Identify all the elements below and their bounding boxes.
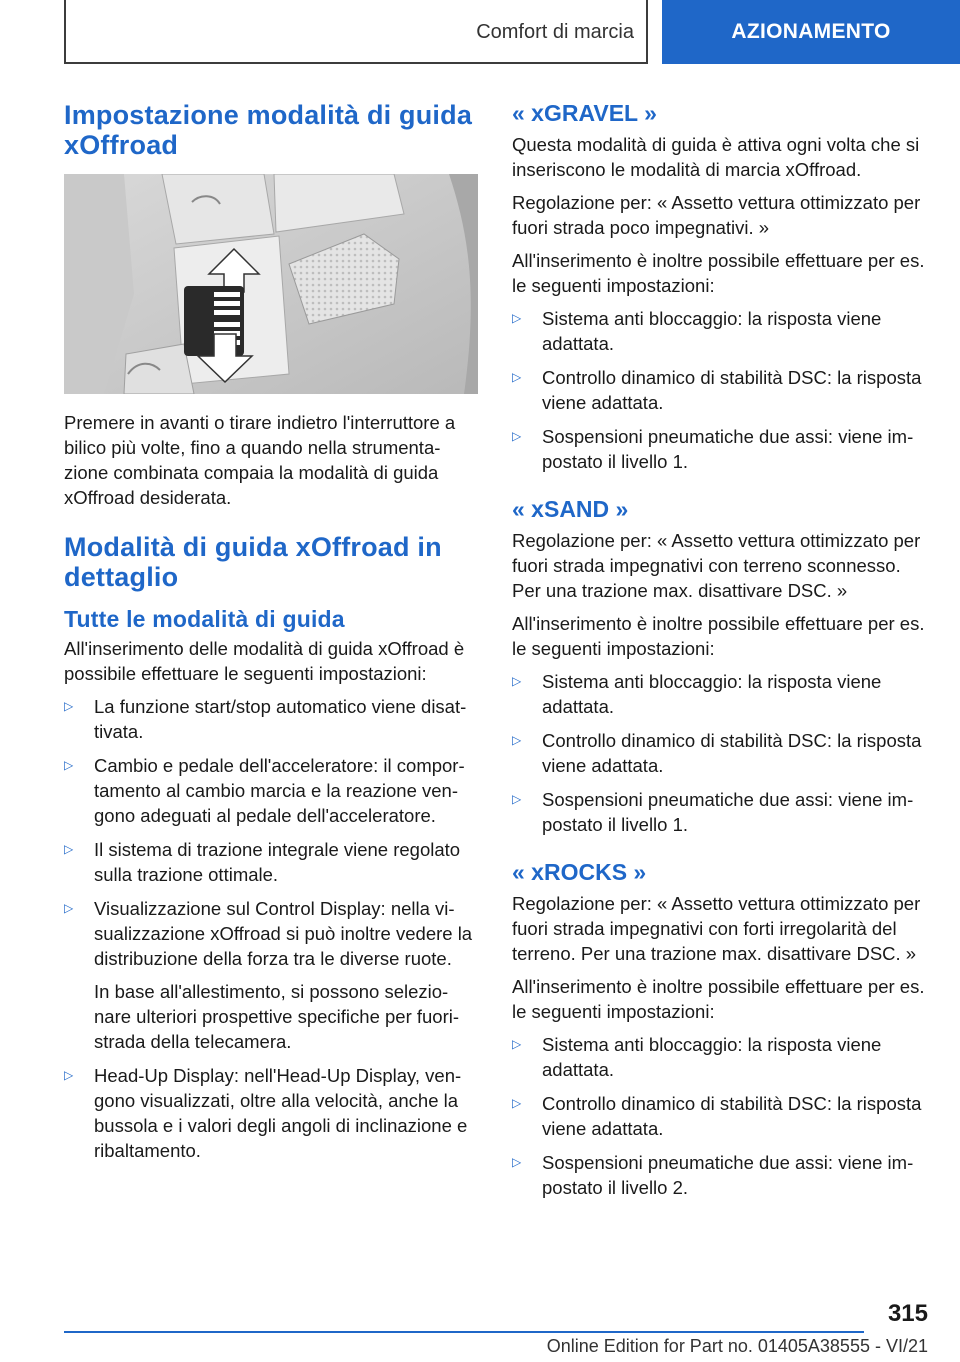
header-chapter-tab[interactable]: AZIONAMENTO	[662, 0, 960, 64]
triangle-bullet-icon: ▷	[64, 842, 74, 856]
gravel-title: « xGRAVEL »	[512, 100, 657, 126]
list-item: ▷ Sistema anti bloccaggio: la risposta viene adattata.	[512, 1034, 882, 1080]
triangle-bullet-icon: ▷	[512, 429, 522, 443]
list-item: ▷ Il sistema di trazione integrale viene regolato sulla trazione ottimale.	[64, 839, 461, 885]
triangle-bullet-icon: ▷	[512, 1096, 522, 1110]
list-item: ▷ Controllo dinamico di stabilità DSC: la risposta viene adattata.	[512, 1093, 922, 1139]
page-number: 315	[887, 1300, 928, 1327]
triangle-bullet-icon: ▷	[512, 792, 522, 806]
rocks-paragraph: All'inserimento è inoltre possibile effettuare per es. le seguenti impostazioni:	[512, 976, 925, 1022]
sand-paragraph: Regolazione per: « Assetto vettura ottimizzato per fuori strada impegnativi con terreno sconnesso. Per una trazione max. disattivare DSC. »	[512, 530, 921, 601]
rocks-list	[512, 1032, 928, 1200]
left-column	[64, 100, 478, 1172]
gravel-list	[512, 306, 928, 474]
intro-paragraph: Premere in avanti o tirare indietro l'interruttore a bilico più volte, fino a quando nella strumentazione combinata compaia la modalità di guida xOffroad desiderata.	[64, 412, 456, 508]
list-item: ▷ Sospensioni pneumatiche due assi: viene impostato il livello 1.	[512, 789, 914, 835]
list-item: ▷ Visualizzazione sul Control Display: nella visualizzazione xOffroad si può inoltre vedere la distribuzione della forza tra le diverse ruote. In base all'allestimento, si possono selezionare ulteriori prospettive specifiche per fuoristrada della telecamera.	[64, 896, 478, 1054]
page-title: Impostazione modalità di guida xOffroad	[64, 100, 473, 160]
triangle-bullet-icon: ▷	[512, 370, 522, 384]
sand-title: « xSAND »	[512, 496, 629, 522]
list-item: ▷ Sistema anti bloccaggio: la risposta viene adattata.	[512, 671, 882, 717]
list-item: ▷ Controllo dinamico di stabilità DSC: la risposta viene adattata.	[512, 367, 922, 413]
list-item: ▷ Sospensioni pneumatiche due assi: viene impostato il livello 2.	[512, 1152, 914, 1198]
rocks-title: « xROCKS »	[512, 859, 647, 885]
subsection-title: Tutte le modalità di guida	[64, 606, 345, 632]
edition-footer: Online Edition for Part no. 01405A38555 - VI/21	[546, 1336, 928, 1356]
list-item: ▷ Cambio e pedale dell'acceleratore: il comportamento al cambio marcia e la reazione vengono adeguati al pedale dell'acceleratore.	[64, 755, 465, 826]
list-item: ▷ Sospensioni pneumatiche due assi: viene impostato il livello 1.	[512, 426, 914, 472]
triangle-bullet-icon: ▷	[64, 1068, 74, 1082]
triangle-bullet-icon: ▷	[512, 674, 522, 688]
list-item: ▷ Sistema anti bloccaggio: la risposta viene adattata.	[512, 308, 882, 354]
triangle-bullet-icon: ▷	[64, 699, 74, 713]
settings-list	[64, 694, 478, 1163]
rocker-switch-photo	[64, 174, 478, 394]
gravel-paragraph: All'inserimento è inoltre possibile effettuare per es. le seguenti impostazioni:	[512, 250, 925, 296]
gravel-paragraph: Regolazione per: « Assetto vettura ottimizzato per fuori strada poco impegnativi. »	[512, 192, 921, 238]
subsection-intro: All'inserimento delle modalità di guida xOffroad è possibile effettuare le seguenti impostazioni:	[64, 638, 465, 684]
list-item: ▷ La funzione start/stop automatico viene disattivata.	[64, 696, 467, 742]
triangle-bullet-icon: ▷	[64, 901, 74, 915]
header-section-title: Comfort di marcia	[476, 20, 634, 43]
right-column	[512, 100, 928, 1209]
triangle-bullet-icon: ▷	[512, 733, 522, 747]
sand-paragraph: All'inserimento è inoltre possibile effettuare per es. le seguenti impostazioni:	[512, 613, 925, 659]
triangle-bullet-icon: ▷	[64, 758, 74, 772]
triangle-bullet-icon: ▷	[512, 1155, 522, 1169]
triangle-bullet-icon: ▷	[512, 1037, 522, 1051]
triangle-bullet-icon: ▷	[512, 311, 522, 325]
list-item: ▷ Head-Up Display: nell'Head-Up Display, vengono visualizzati, oltre alla velocità, anche la bussola e i valori degli angoli di inclinazione e ribaltamento.	[64, 1065, 468, 1161]
section-title: Modalità di guida xOffroad in dettaglio	[64, 532, 442, 592]
sand-list	[512, 669, 928, 837]
gravel-paragraph: Questa modalità di guida è attiva ogni volta che si inseriscono le modalità di marcia xOffroad.	[512, 134, 920, 180]
rocks-paragraph: Regolazione per: « Assetto vettura ottimizzato per fuori strada impegnativi con forti irregolarità del terreno. Per una trazione max. disattivare DSC. »	[512, 893, 921, 964]
footer-divider	[64, 1331, 864, 1333]
list-item-note: In base all'allestimento, si possono selezionare ulteriori prospettive specifiche per fuoristrada della telecamera.	[94, 981, 460, 1052]
list-item: ▷ Controllo dinamico di stabilità DSC: la risposta viene adattata.	[512, 730, 922, 776]
